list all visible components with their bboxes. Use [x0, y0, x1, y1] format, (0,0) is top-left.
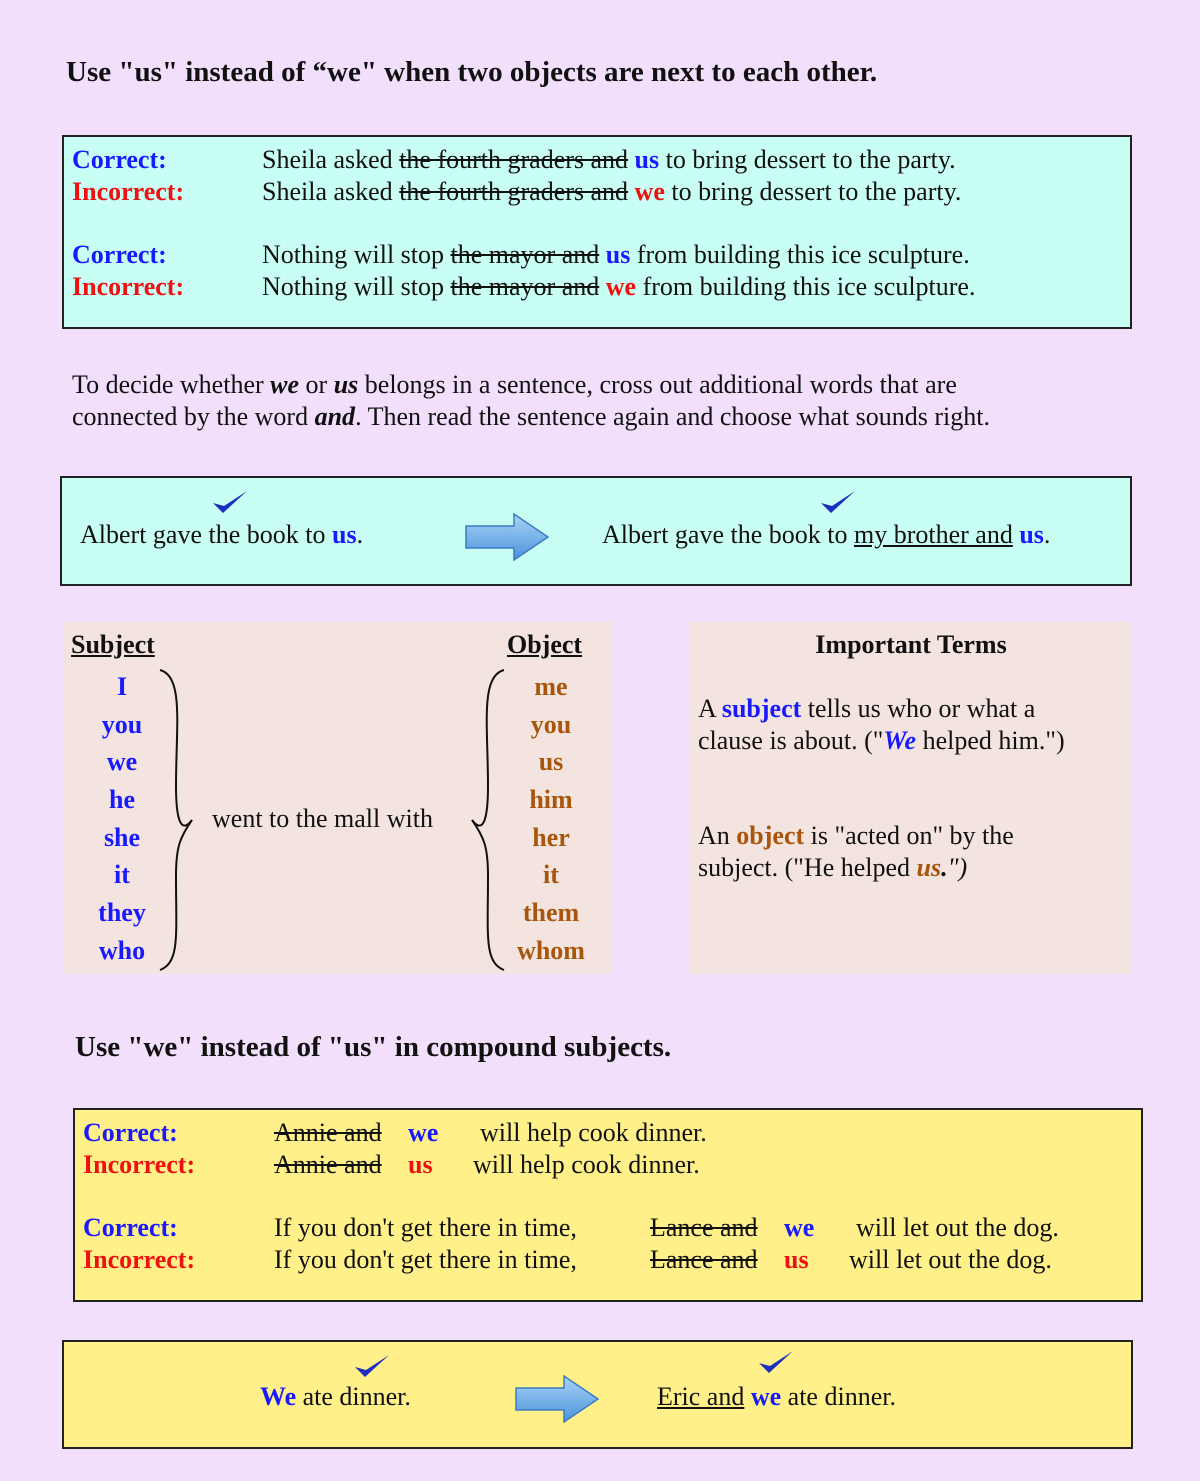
label: Incorrect:	[83, 1150, 196, 1179]
example-box-2	[62, 1340, 1133, 1449]
text: is "acted on" by the	[804, 821, 1014, 850]
text: from building this ice sculpture.	[630, 240, 970, 269]
right-brace-icon	[156, 666, 196, 974]
struck-text: Annie and	[274, 1150, 382, 1179]
text: If you don't get there in time,	[274, 1245, 577, 1274]
label: Incorrect:	[72, 272, 185, 301]
label: Incorrect:	[72, 177, 185, 206]
label: Correct:	[72, 145, 167, 174]
example-sentence	[602, 520, 1050, 550]
label: Correct:	[83, 1213, 178, 1242]
object-pronoun: you	[530, 709, 572, 739]
pronoun: We	[260, 1382, 297, 1411]
struck-text: the mayor and	[450, 272, 600, 301]
subject-pronoun: she	[103, 822, 141, 852]
text: ate dinner.	[296, 1382, 411, 1411]
subject-definition	[698, 693, 1065, 757]
object-pronoun: whom	[517, 935, 585, 965]
text: to bring dessert to the party.	[659, 145, 956, 174]
example-sentence	[262, 177, 961, 207]
text: Sheila asked	[262, 177, 400, 206]
text: .	[941, 853, 948, 882]
object-pronoun: him	[529, 785, 573, 815]
text: To decide whether	[72, 370, 271, 399]
object-pronoun: me	[534, 672, 568, 701]
checkmark-icon	[756, 1348, 796, 1378]
text: We	[883, 726, 917, 755]
pronoun: we	[750, 1382, 782, 1411]
checkmark-icon	[352, 1352, 392, 1382]
text: to bring dessert to the party.	[664, 177, 962, 206]
text: ")	[947, 853, 968, 882]
text: from building this ice sculpture.	[636, 272, 976, 301]
pronoun: we	[634, 177, 665, 206]
text: Nothing will stop	[262, 240, 451, 269]
object-pronoun: it	[543, 860, 559, 890]
term: object	[736, 821, 805, 850]
object-pronoun: us	[538, 747, 564, 777]
example-sentence	[262, 240, 970, 270]
text: An	[698, 821, 737, 850]
subject-header: Subject	[71, 630, 155, 659]
struck-text: the mayor and	[450, 240, 600, 269]
pronoun: we	[408, 1118, 439, 1147]
object-list	[491, 672, 611, 974]
object-header: Object	[507, 630, 583, 659]
pronoun: us	[332, 520, 357, 549]
objects-examples-box	[62, 135, 1132, 329]
label: Incorrect:	[83, 1245, 196, 1274]
struck-text: Lance and	[650, 1213, 758, 1242]
subject-pronoun: it	[114, 860, 130, 890]
text: Sheila asked	[262, 145, 400, 174]
example-sentence	[262, 272, 975, 302]
subject-pronoun: we	[106, 747, 138, 777]
heading-use-we: Use "we" instead of "us" in compound subjects.	[75, 1031, 672, 1063]
text: us	[333, 370, 359, 399]
example-sentence	[80, 520, 363, 550]
struck-text: Lance and	[650, 1245, 758, 1274]
object-definition	[698, 820, 1014, 884]
pronoun: we	[784, 1213, 815, 1242]
text: connected by the word	[72, 402, 315, 431]
example-box-1	[60, 476, 1132, 586]
underlined-text: my brother and	[854, 520, 1013, 549]
text: or	[299, 370, 334, 399]
important-terms-panel	[690, 622, 1132, 974]
text: Albert gave the book to	[80, 520, 332, 549]
text: we	[270, 370, 300, 399]
subject-pronoun: they	[98, 898, 146, 928]
text: will let out the dog.	[856, 1213, 1059, 1242]
text: will let out the dog.	[849, 1245, 1052, 1274]
subject-pronoun: he	[109, 785, 135, 815]
middle-phrase: went to the mall with	[212, 804, 433, 833]
term: subject	[721, 694, 802, 723]
text: and	[314, 402, 356, 431]
pronoun: us	[408, 1150, 433, 1179]
arrow-right-icon	[514, 1374, 600, 1424]
struck-text: Annie and	[274, 1118, 382, 1147]
checkmark-icon	[210, 488, 250, 518]
instruction-paragraph	[72, 369, 990, 433]
text: helped him.")	[916, 726, 1065, 755]
pronoun: us	[784, 1245, 809, 1274]
label: Correct:	[83, 1118, 178, 1147]
underlined-text: Eric and	[657, 1382, 745, 1411]
subject-pronoun: you	[101, 709, 143, 739]
text: will help cook dinner.	[473, 1150, 700, 1179]
text: will help cook dinner.	[480, 1118, 707, 1147]
object-pronoun: them	[522, 898, 580, 928]
text: clause is about. ("	[698, 726, 884, 755]
subject-pronoun: I	[116, 672, 128, 701]
checkmark-icon	[818, 488, 858, 518]
text: . Then read the sentence again and choose what sounds right.	[355, 402, 990, 431]
text: .	[356, 520, 364, 549]
pronoun-table	[64, 622, 611, 974]
subjects-examples-box	[73, 1108, 1143, 1302]
pronoun: us	[634, 145, 660, 174]
example-row	[72, 145, 167, 175]
object-pronoun: her	[532, 822, 570, 852]
heading-use-us: Use "us" instead of “we" when two objects are next to each other.	[66, 56, 878, 88]
example-sentence	[260, 1382, 411, 1412]
text: us	[916, 853, 942, 882]
text: A	[698, 694, 722, 723]
struck-text: the fourth graders and	[399, 177, 629, 206]
example-sentence	[657, 1382, 896, 1412]
arrow-right-icon	[464, 512, 550, 562]
text: ate dinner.	[781, 1382, 896, 1411]
pronoun: us	[605, 240, 631, 269]
text: .	[1043, 520, 1051, 549]
text: tells us who or what a	[801, 694, 1036, 723]
struck-text: the fourth graders and	[399, 145, 629, 174]
text: belongs in a sentence, cross out additional words that are	[358, 370, 957, 399]
text: Nothing will stop	[262, 272, 451, 301]
text: subject. ("He helped	[698, 853, 917, 882]
terms-title: Important Terms	[815, 630, 1007, 659]
label: Correct:	[72, 240, 167, 269]
pronoun: us	[1019, 520, 1044, 549]
example-sentence	[262, 145, 956, 175]
subject-pronoun: who	[98, 935, 146, 965]
text: Albert gave the book to	[602, 520, 854, 549]
pronoun: we	[605, 272, 637, 301]
text: If you don't get there in time,	[274, 1213, 577, 1242]
